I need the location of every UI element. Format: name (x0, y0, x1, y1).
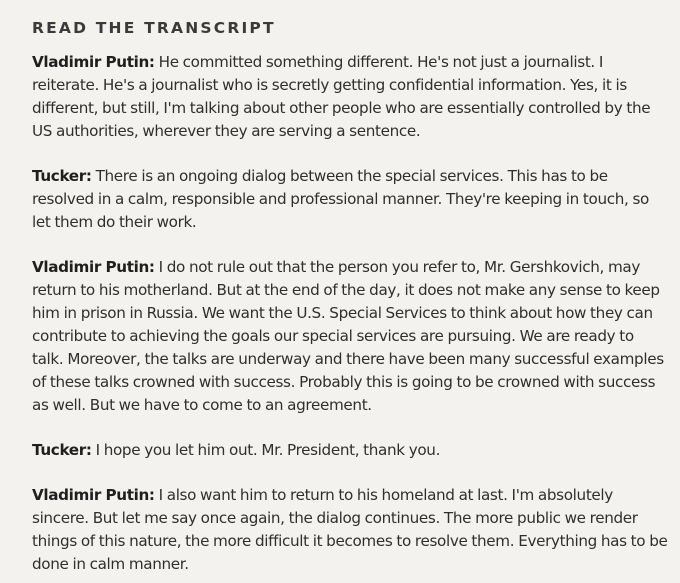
transcript-entry (32, 439, 668, 462)
speech-text: He committed something different. He's not just a journalist. I reiterate. He's a journalist who is secretly getting confidential information. Yes, it is different, but still, I'm talking about other people who are essentially controlled by the US authorities, wherever they are serving a sentence. (32, 53, 651, 140)
transcript-entry (32, 165, 668, 234)
speaker-name: Vladimir Putin: (32, 53, 155, 71)
speaker-name: Vladimir Putin: (32, 258, 155, 276)
speech-text: I also want him to return to his homeland at last. I'm absolutely sincere. But let me say once again, the dialog continues. The more public we render things of this nature, the more difficult it becomes to resolve them. Everything has to be done in calm manner. (32, 486, 668, 573)
speech-text: There is an ongoing dialog between the special services. This has to be resolved in a calm, responsible and professional manner. They're keeping in touch, so let them do their work. (32, 167, 649, 231)
speech-text: I hope you let him out. Mr. President, thank you. (95, 441, 441, 459)
transcript-entry (32, 51, 668, 143)
transcript-heading: READ THE TRANSCRIPT (32, 19, 276, 37)
transcript-entry (32, 256, 668, 417)
transcript-entry (32, 484, 668, 576)
speaker-name: Tucker: (32, 167, 92, 185)
speaker-name: Tucker: (32, 441, 92, 459)
speaker-name: Vladimir Putin: (32, 486, 155, 504)
speech-text: I do not rule out that the person you refer to, Mr. Gershkovich, may return to his motherland. But at the end of the day, it does not make any sense to keep him in prison in Russia. We want the U.S. Special Services to think about how they can contribute to achieving the goals our special services are pursuing. We are ready to talk. Moreover, the talks are underway and there have been many successful examples of these talks crowned with success. Probably this is going to be crowned with success as well. But we have to come to an agreement. (32, 258, 664, 414)
